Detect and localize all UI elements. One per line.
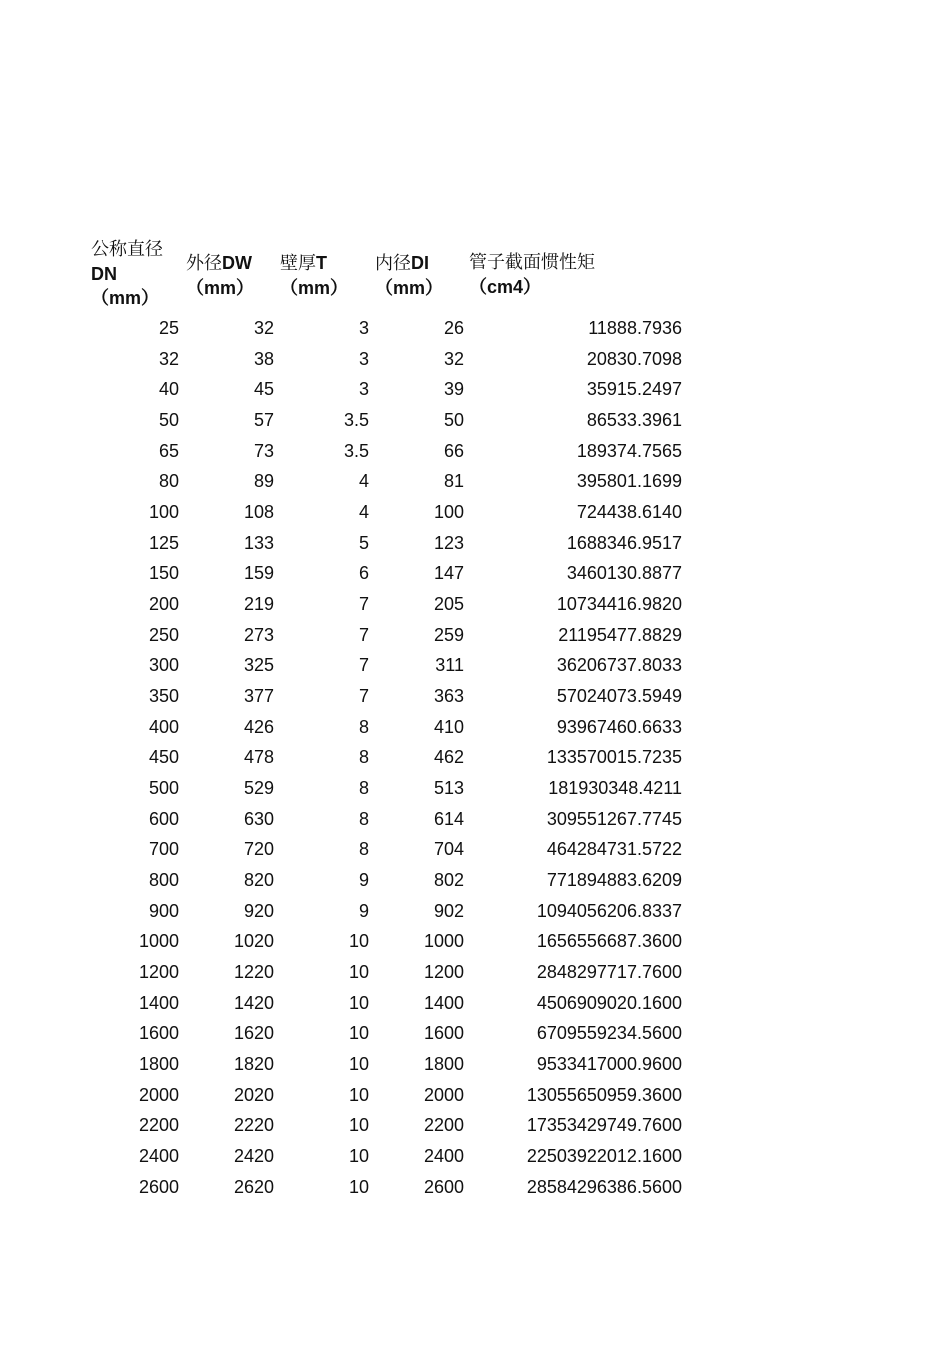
inner-diameter-cell: 1600 xyxy=(423,1023,464,1044)
wall-thickness-cell: 3 xyxy=(358,379,369,400)
header-t-unit: （mm） xyxy=(280,278,349,298)
outer-diameter-cell: 2220 xyxy=(233,1115,274,1136)
outer-diameter-cell: 73 xyxy=(253,440,274,461)
inner-diameter-cell: 802 xyxy=(433,870,464,891)
nominal-diameter-cell: 450 xyxy=(148,747,179,768)
inner-diameter-cell: 462 xyxy=(433,747,464,768)
outer-diameter-cell: 325 xyxy=(243,655,274,676)
table-row xyxy=(0,958,950,989)
wall-thickness-cell: 3 xyxy=(358,348,369,369)
table-row xyxy=(0,682,950,713)
inner-diameter-cell: 259 xyxy=(433,624,464,645)
inertia-cell: 57024073.5949 xyxy=(556,686,682,707)
outer-diameter-cell: 529 xyxy=(243,778,274,799)
inner-diameter-cell: 2200 xyxy=(423,1115,464,1136)
inertia-cell: 35915.2497 xyxy=(586,379,682,400)
outer-diameter-cell: 45 xyxy=(253,379,274,400)
inner-diameter-cell: 205 xyxy=(433,594,464,615)
outer-diameter-cell: 1620 xyxy=(233,1023,274,1044)
inertia-cell: 1094056206.8337 xyxy=(536,900,682,921)
inertia-cell: 724438.6140 xyxy=(576,502,682,523)
nominal-diameter-cell: 125 xyxy=(148,532,179,553)
outer-diameter-cell: 1420 xyxy=(233,992,274,1013)
inertia-cell: 189374.7565 xyxy=(576,440,682,461)
inner-diameter-cell: 32 xyxy=(443,348,464,369)
wall-thickness-cell: 9 xyxy=(358,900,369,921)
nominal-diameter-cell: 1000 xyxy=(138,931,179,952)
outer-diameter-cell: 820 xyxy=(243,870,274,891)
table-row xyxy=(0,314,950,345)
outer-diameter-cell: 1220 xyxy=(233,962,274,983)
nominal-diameter-cell: 1400 xyxy=(138,992,179,1013)
wall-thickness-cell: 5 xyxy=(358,532,369,553)
header-moment-of-inertia xyxy=(469,251,595,299)
outer-diameter-cell: 2420 xyxy=(233,1146,274,1167)
inertia-cell: 20830.7098 xyxy=(586,348,682,369)
inertia-cell: 464284731.5722 xyxy=(546,839,682,860)
header-dw-label: 外径 xyxy=(186,253,222,274)
wall-thickness-cell: 8 xyxy=(358,778,369,799)
header-dw-unit: （mm） xyxy=(186,278,255,298)
outer-diameter-cell: 38 xyxy=(253,348,274,369)
inner-diameter-cell: 614 xyxy=(433,808,464,829)
wall-thickness-cell: 10 xyxy=(348,1146,369,1167)
outer-diameter-cell: 478 xyxy=(243,747,274,768)
inner-diameter-cell: 2400 xyxy=(423,1146,464,1167)
nominal-diameter-cell: 40 xyxy=(158,379,179,400)
nominal-diameter-cell: 2000 xyxy=(138,1084,179,1105)
header-inertia-label: 管子截面惯性矩 xyxy=(469,252,595,273)
wall-thickness-cell: 7 xyxy=(358,655,369,676)
table-row xyxy=(0,713,950,744)
inertia-cell: 86533.3961 xyxy=(586,410,682,431)
wall-thickness-cell: 3 xyxy=(358,318,369,338)
inertia-cell: 9533417000.9600 xyxy=(536,1054,682,1075)
nominal-diameter-cell: 25 xyxy=(158,318,179,338)
table-row xyxy=(0,1050,950,1081)
wall-thickness-cell: 8 xyxy=(358,747,369,768)
header-dn-symbol: DN xyxy=(91,264,117,284)
nominal-diameter-cell: 900 xyxy=(148,900,179,921)
inertia-cell: 395801.1699 xyxy=(576,471,682,492)
nominal-diameter-cell: 500 xyxy=(148,778,179,799)
nominal-diameter-cell: 250 xyxy=(148,624,179,645)
header-di-symbol: DI xyxy=(411,253,429,273)
inertia-cell: 93967460.6633 xyxy=(556,716,682,737)
nominal-diameter-cell: 1600 xyxy=(138,1023,179,1044)
inertia-cell: 13055650959.3600 xyxy=(526,1084,682,1105)
table-row xyxy=(0,590,950,621)
table-row xyxy=(0,989,950,1020)
inner-diameter-cell: 363 xyxy=(433,686,464,707)
header-dn-label: 公称直径 xyxy=(91,239,163,260)
table-row xyxy=(0,375,950,406)
table-row xyxy=(0,1019,950,1050)
inner-diameter-cell: 1000 xyxy=(423,931,464,952)
wall-thickness-cell: 9 xyxy=(358,870,369,891)
header-di-unit: （mm） xyxy=(375,278,444,298)
header-di-label: 内径 xyxy=(375,253,411,274)
table-row xyxy=(0,927,950,958)
outer-diameter-cell: 630 xyxy=(243,808,274,829)
nominal-diameter-cell: 50 xyxy=(158,410,179,431)
outer-diameter-cell: 133 xyxy=(243,532,274,553)
table-row xyxy=(0,897,950,928)
wall-thickness-cell: 8 xyxy=(358,716,369,737)
wall-thickness-cell: 10 xyxy=(348,1176,369,1197)
header-inner-diameter xyxy=(375,251,443,300)
nominal-diameter-cell: 200 xyxy=(148,594,179,615)
inertia-cell: 21195477.8829 xyxy=(558,624,682,645)
inertia-cell: 11888.7936 xyxy=(588,318,682,338)
table-row xyxy=(0,1142,950,1173)
nominal-diameter-cell: 80 xyxy=(158,471,179,492)
wall-thickness-cell: 3.5 xyxy=(343,410,369,431)
inner-diameter-cell: 2000 xyxy=(423,1084,464,1105)
nominal-diameter-cell: 100 xyxy=(148,502,179,523)
wall-thickness-cell: 8 xyxy=(358,808,369,829)
table-row xyxy=(0,743,950,774)
inner-diameter-cell: 81 xyxy=(443,471,464,492)
nominal-diameter-cell: 2200 xyxy=(138,1115,179,1136)
inertia-cell: 6709559234.5600 xyxy=(536,1023,682,1044)
wall-thickness-cell: 10 xyxy=(348,962,369,983)
inner-diameter-cell: 1800 xyxy=(423,1054,464,1075)
inner-diameter-cell: 147 xyxy=(433,563,464,584)
outer-diameter-cell: 920 xyxy=(243,900,274,921)
inertia-cell: 22503922012.1600 xyxy=(526,1146,682,1167)
inner-diameter-cell: 1400 xyxy=(423,992,464,1013)
inertia-cell: 4506909020.1600 xyxy=(536,992,682,1013)
outer-diameter-cell: 32 xyxy=(253,318,274,338)
inner-diameter-cell: 50 xyxy=(443,410,464,431)
table-row xyxy=(0,621,950,652)
inertia-cell: 133570015.7235 xyxy=(546,747,682,768)
outer-diameter-cell: 108 xyxy=(243,502,274,523)
inner-diameter-cell: 100 xyxy=(433,502,464,523)
inner-diameter-cell: 902 xyxy=(433,900,464,921)
header-inertia-unit: （cm4） xyxy=(469,277,542,297)
outer-diameter-cell: 2020 xyxy=(233,1084,274,1105)
inner-diameter-cell: 311 xyxy=(435,655,464,676)
inner-diameter-cell: 1200 xyxy=(423,962,464,983)
outer-diameter-cell: 377 xyxy=(243,686,274,707)
header-nominal-diameter xyxy=(91,238,163,310)
nominal-diameter-cell: 32 xyxy=(158,348,179,369)
table-row xyxy=(0,1111,950,1142)
outer-diameter-cell: 1020 xyxy=(233,931,274,952)
nominal-diameter-cell: 150 xyxy=(148,563,179,584)
table-row xyxy=(0,805,950,836)
nominal-diameter-cell: 400 xyxy=(148,716,179,737)
outer-diameter-cell: 219 xyxy=(243,594,274,615)
nominal-diameter-cell: 65 xyxy=(158,440,179,461)
table-row xyxy=(0,774,950,805)
table-row xyxy=(0,866,950,897)
wall-thickness-cell: 6 xyxy=(358,563,369,584)
nominal-diameter-cell: 300 xyxy=(148,655,179,676)
outer-diameter-cell: 89 xyxy=(253,471,274,492)
wall-thickness-cell: 10 xyxy=(348,931,369,952)
header-wall-thickness xyxy=(280,251,348,300)
wall-thickness-cell: 10 xyxy=(348,1023,369,1044)
inertia-cell: 1656556687.3600 xyxy=(536,931,682,952)
outer-diameter-cell: 426 xyxy=(243,716,274,737)
inertia-cell: 181930348.4211 xyxy=(548,778,682,799)
header-dn-unit: （mm） xyxy=(91,288,160,308)
header-outer-diameter xyxy=(186,251,254,300)
inertia-cell: 1688346.9517 xyxy=(566,532,682,553)
wall-thickness-cell: 7 xyxy=(358,594,369,615)
nominal-diameter-cell: 2600 xyxy=(138,1176,179,1197)
wall-thickness-cell: 4 xyxy=(358,502,369,523)
wall-thickness-cell: 4 xyxy=(358,471,369,492)
table-row xyxy=(0,406,950,437)
outer-diameter-cell: 159 xyxy=(243,563,274,584)
outer-diameter-cell: 2620 xyxy=(233,1176,274,1197)
header-t-label: 壁厚 xyxy=(280,253,316,274)
nominal-diameter-cell: 2400 xyxy=(138,1146,179,1167)
header-t-symbol: T xyxy=(316,253,327,273)
table-body xyxy=(0,314,950,1203)
outer-diameter-cell: 273 xyxy=(243,624,274,645)
table-row xyxy=(0,651,950,682)
inertia-cell: 771894883.6209 xyxy=(546,870,682,891)
inertia-cell: 3460130.8877 xyxy=(566,563,682,584)
inner-diameter-cell: 39 xyxy=(443,379,464,400)
wall-thickness-cell: 8 xyxy=(358,839,369,860)
inertia-cell: 36206737.8033 xyxy=(556,655,682,676)
inertia-cell: 28584296386.5600 xyxy=(526,1176,682,1197)
wall-thickness-cell: 7 xyxy=(358,624,369,645)
table-row xyxy=(0,559,950,590)
inertia-cell: 10734416.9820 xyxy=(556,594,682,615)
outer-diameter-cell: 720 xyxy=(243,839,274,860)
inner-diameter-cell: 410 xyxy=(433,716,464,737)
wall-thickness-cell: 10 xyxy=(348,1054,369,1075)
header-dw-symbol: DW xyxy=(222,253,252,273)
table-row xyxy=(0,835,950,866)
inertia-cell: 2848297717.7600 xyxy=(536,962,682,983)
wall-thickness-cell: 7 xyxy=(358,686,369,707)
inner-diameter-cell: 26 xyxy=(443,318,464,338)
inner-diameter-cell: 2600 xyxy=(423,1176,464,1197)
nominal-diameter-cell: 700 xyxy=(148,839,179,860)
table-row xyxy=(0,1081,950,1112)
table-row xyxy=(0,345,950,376)
inner-diameter-cell: 704 xyxy=(433,839,464,860)
nominal-diameter-cell: 350 xyxy=(148,686,179,707)
inertia-cell: 17353429749.7600 xyxy=(526,1115,682,1136)
table-row xyxy=(0,529,950,560)
outer-diameter-cell: 57 xyxy=(253,410,274,431)
inertia-cell: 309551267.7745 xyxy=(546,808,682,829)
wall-thickness-cell: 3.5 xyxy=(343,440,369,461)
nominal-diameter-cell: 800 xyxy=(148,870,179,891)
inner-diameter-cell: 66 xyxy=(443,440,464,461)
inner-diameter-cell: 123 xyxy=(433,532,464,553)
table-row xyxy=(0,467,950,498)
wall-thickness-cell: 10 xyxy=(348,1115,369,1136)
nominal-diameter-cell: 1800 xyxy=(138,1054,179,1075)
wall-thickness-cell: 10 xyxy=(348,1084,369,1105)
table-row xyxy=(0,498,950,529)
nominal-diameter-cell: 1200 xyxy=(138,962,179,983)
outer-diameter-cell: 1820 xyxy=(233,1054,274,1075)
nominal-diameter-cell: 600 xyxy=(148,808,179,829)
table-row xyxy=(0,437,950,468)
wall-thickness-cell: 10 xyxy=(348,992,369,1013)
inner-diameter-cell: 513 xyxy=(433,778,464,799)
table-row xyxy=(0,1173,950,1204)
